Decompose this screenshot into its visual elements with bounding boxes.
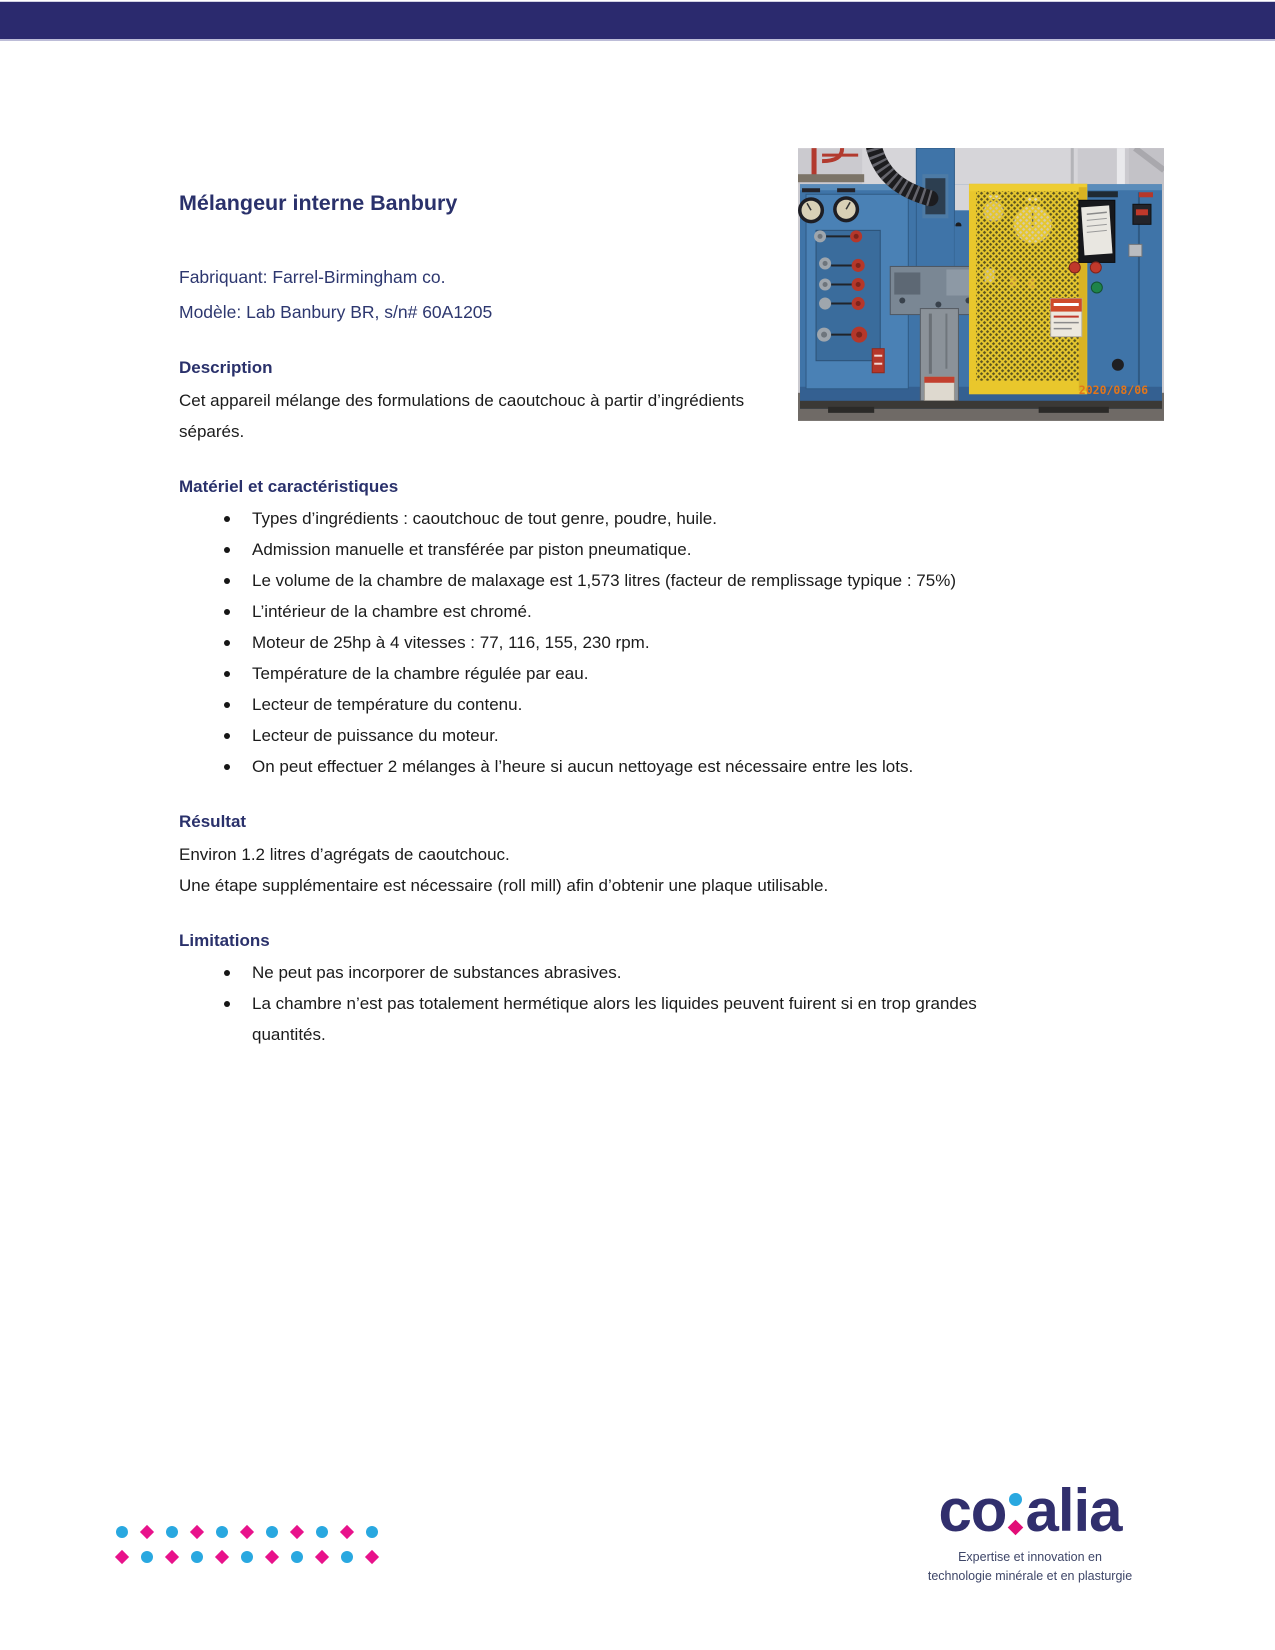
logo-colon-icon: [1007, 1499, 1024, 1531]
section-heading-resultat: Résultat: [179, 812, 247, 831]
cyan-dot-icon: [366, 1526, 378, 1538]
magenta-diamond-icon: [340, 1525, 354, 1539]
dot-row: [116, 1551, 378, 1563]
magenta-diamond-icon: [140, 1525, 154, 1539]
magenta-diamond-icon: [265, 1550, 279, 1564]
tagline-line-2: technologie minérale et en plasturgie: [927, 1569, 1133, 1583]
resultat-line-1: Environ 1.2 litres d’agrégats de caoutchouc.: [179, 845, 510, 864]
cyan-dot-icon: [266, 1526, 278, 1538]
magenta-diamond-icon: [1008, 1520, 1024, 1536]
magenta-diamond-icon: [240, 1525, 254, 1539]
page-title: Mélangeur interne Banbury: [179, 191, 458, 215]
bullet-item: Moteur de 25hp à 4 vitesses : 77, 116, 155, 230 rpm.: [179, 627, 1030, 658]
model-line: Modèle: Lab Banbury BR, s/n# 60A1205: [179, 302, 493, 322]
bullet-item: Le volume de la chambre de malaxage est 1,573 litres (facteur de remplissage typique : 75%): [179, 565, 1030, 596]
cyan-dot-icon: [216, 1526, 228, 1538]
logo-text-alia: alia: [1025, 1477, 1122, 1544]
brand-tagline: [905, 1548, 1155, 1586]
header-bar: [0, 1, 1275, 41]
manufacturer-line: Fabriquant: Farrel-Birmingham co.: [179, 267, 446, 287]
bullet-item: On peut effectuer 2 mélanges à l’heure si aucun nettoyage est nécessaire entre les lots.: [179, 751, 1030, 782]
section-heading-description: Description: [179, 358, 273, 377]
dot-row: [116, 1526, 378, 1538]
section-heading-limitations: Limitations: [179, 931, 270, 950]
magenta-diamond-icon: [190, 1525, 204, 1539]
cyan-dot-icon: [241, 1551, 253, 1563]
cyan-dot-icon: [1009, 1493, 1022, 1506]
bullet-item: Lecteur de puissance du moteur.: [179, 720, 1030, 751]
bullet-item: L’intérieur de la chambre est chromé.: [179, 596, 1030, 627]
cyan-dot-icon: [191, 1551, 203, 1563]
cyan-dot-icon: [116, 1526, 128, 1538]
logo-text-co: co: [938, 1477, 1007, 1544]
bullet-item: Types d’ingrédients : caoutchouc de tout genre, poudre, huile.: [179, 503, 1030, 534]
description-text: Cet appareil mélange des formulations de caoutchouc à partir d’ingrédients séparés.: [179, 391, 745, 441]
resultat-line-2: Une étape supplémentaire est nécessaire (roll mill) afin d’obtenir une plaque utilisable.: [179, 876, 829, 895]
magenta-diamond-icon: [215, 1550, 229, 1564]
dots-pattern: [116, 1526, 378, 1563]
magenta-diamond-icon: [165, 1550, 179, 1564]
magenta-diamond-icon: [365, 1550, 379, 1564]
bullet-item: Admission manuelle et transférée par piston pneumatique.: [179, 534, 1030, 565]
bullet-item: Ne peut pas incorporer de substances abrasives.: [179, 957, 1030, 988]
limitations-bullet-list: [179, 957, 1084, 1050]
bullet-item: Température de la chambre régulée par eau.: [179, 658, 1030, 689]
cyan-dot-icon: [291, 1551, 303, 1563]
coalia-logo: [905, 1477, 1155, 1544]
materiel-bullet-list: [179, 503, 1084, 782]
magenta-diamond-icon: [115, 1550, 129, 1564]
bullet-item: La chambre n’est pas totalement hermétique alors les liquides peuvent fuirent si en trop grandes quantités.: [179, 988, 1030, 1050]
document-body: [179, 190, 1084, 1050]
equipment-meta: [179, 260, 1084, 330]
coalia-brand: [905, 1477, 1155, 1586]
photo-date-stamp: 2020/08/06: [1078, 382, 1149, 397]
bullet-item: Lecteur de température du contenu.: [179, 689, 1030, 720]
cyan-dot-icon: [166, 1526, 178, 1538]
magenta-diamond-icon: [290, 1525, 304, 1539]
cyan-dot-icon: [316, 1526, 328, 1538]
cyan-dot-icon: [141, 1551, 153, 1563]
tagline-line-1: Expertise et innovation en: [958, 1550, 1102, 1564]
cyan-dot-icon: [341, 1551, 353, 1563]
section-heading-materiel: Matériel et caractéristiques: [179, 477, 399, 496]
magenta-diamond-icon: [315, 1550, 329, 1564]
